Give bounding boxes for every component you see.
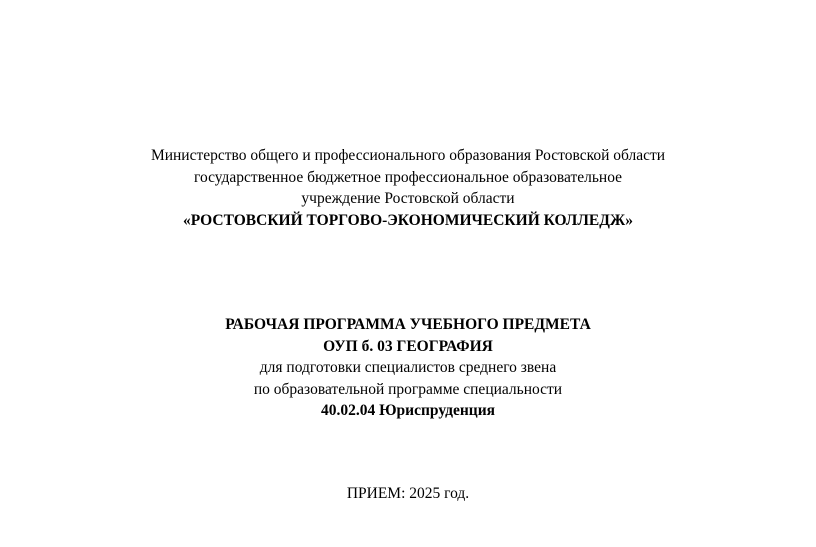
subject-title: ОУП б. 03 ГЕОГРАФИЯ bbox=[323, 338, 493, 355]
basis-text: по образовательной программе специальности bbox=[253, 381, 563, 398]
college-name: «РОСТОВСКИЙ ТОРГОВО-ЭКОНОМИЧЕСКИЙ КОЛЛЕДЖ» bbox=[183, 212, 633, 229]
institution-line-2: учреждение Ростовской области bbox=[301, 190, 515, 207]
program-title: РАБОЧАЯ ПРОГРАММА УЧЕБНОГО ПРЕДМЕТА bbox=[225, 316, 591, 333]
specialty-text: 40.02.04 Юриспруденция bbox=[320, 402, 496, 419]
ministry-text: Министерство общего и профессионального образования Ростовской области bbox=[150, 147, 666, 164]
purpose-text: для подготовки специалистов среднего звена bbox=[259, 359, 557, 376]
intake-year: ПРИЕМ: 2025 год. bbox=[346, 485, 470, 502]
institution-line-1: государственное бюджетное профессиональное образовательное bbox=[193, 169, 623, 186]
